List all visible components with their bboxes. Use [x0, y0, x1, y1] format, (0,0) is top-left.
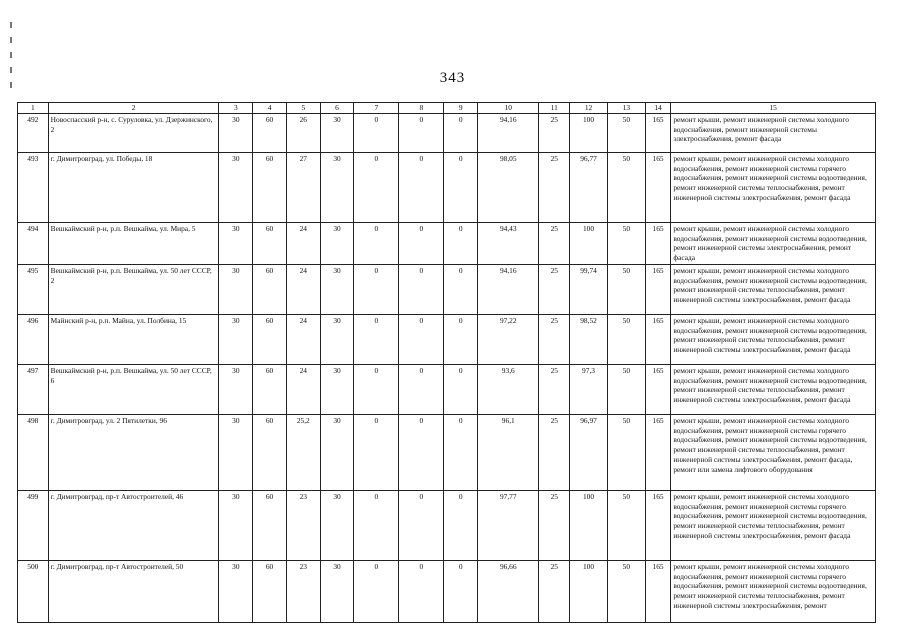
column-number-cell: 1 — [18, 103, 49, 114]
row-number-cell: 498 — [18, 414, 49, 490]
value-cell: 50 — [607, 414, 645, 490]
value-cell: 60 — [253, 560, 287, 622]
register-table — [17, 102, 876, 623]
works-list-cell: ремонт крыши, ремонт инженерной системы холодного водоснабжения, ремонт инженерной системы горячего водоснабжения, ремонт инженерной системы водоотведения, ремонт инженерной системы теплоснабжения, ремонт инженерной системы электроснабжения, ремонт фасада, ремонт или замена лифтового оборудования — [671, 414, 876, 490]
value-cell: 30 — [320, 414, 354, 490]
table-row — [18, 113, 876, 152]
column-number-cell: 12 — [570, 103, 608, 114]
value-cell: 165 — [645, 560, 671, 622]
value-cell: 0 — [399, 222, 444, 264]
value-cell: 24 — [286, 264, 320, 314]
address-cell: г. Димитровград, пр-т Автостроителей, 50 — [48, 560, 219, 622]
value-cell: 30 — [320, 560, 354, 622]
value-cell: 0 — [399, 264, 444, 314]
address-cell: Майнский р-н, р.п. Майна, ул. Полбина, 15 — [48, 314, 219, 364]
value-cell: 30 — [219, 414, 253, 490]
value-cell: 0 — [354, 414, 399, 490]
value-cell: 0 — [354, 490, 399, 560]
address-cell: г. Димитровград, пр-т Автостроителей, 46 — [48, 490, 219, 560]
value-cell: 25 — [539, 152, 570, 222]
value-cell: 94,43 — [478, 222, 539, 264]
value-cell: 30 — [219, 264, 253, 314]
value-cell: 30 — [219, 113, 253, 152]
table-row — [18, 490, 876, 560]
value-cell: 50 — [607, 490, 645, 560]
value-cell: 94,16 — [478, 264, 539, 314]
value-cell: 50 — [607, 364, 645, 414]
value-cell: 0 — [354, 364, 399, 414]
value-cell: 60 — [253, 490, 287, 560]
value-cell: 165 — [645, 414, 671, 490]
value-cell: 0 — [444, 314, 478, 364]
value-cell: 96,1 — [478, 414, 539, 490]
value-cell: 165 — [645, 152, 671, 222]
column-number-row — [18, 103, 876, 114]
value-cell: 30 — [219, 364, 253, 414]
table-body — [18, 103, 876, 623]
value-cell: 25 — [539, 560, 570, 622]
value-cell: 0 — [399, 113, 444, 152]
address-cell: Новоспасский р-н, с. Суруловка, ул. Дзержинского, 2 — [48, 113, 219, 152]
value-cell: 25 — [539, 414, 570, 490]
value-cell: 60 — [253, 152, 287, 222]
value-cell: 30 — [320, 490, 354, 560]
value-cell: 0 — [444, 264, 478, 314]
value-cell: 25 — [539, 314, 570, 364]
value-cell: 0 — [444, 222, 478, 264]
column-number-cell: 4 — [253, 103, 287, 114]
value-cell: 60 — [253, 314, 287, 364]
value-cell: 25 — [539, 364, 570, 414]
value-cell: 165 — [645, 222, 671, 264]
works-list-cell: ремонт крыши, ремонт инженерной системы холодного водоснабжения, ремонт инженерной системы водоотведения, ремонт инженерной системы электроснабжения, ремонт фасада — [671, 222, 876, 264]
value-cell: 165 — [645, 490, 671, 560]
column-number-cell: 3 — [219, 103, 253, 114]
row-number-cell: 499 — [18, 490, 49, 560]
value-cell: 96,97 — [570, 414, 608, 490]
table-row — [18, 560, 876, 622]
value-cell: 0 — [444, 560, 478, 622]
value-cell: 97,22 — [478, 314, 539, 364]
value-cell: 0 — [444, 364, 478, 414]
address-cell: Вешкаймский р-н, р.п. Вешкайма, ул. Мира, 5 — [48, 222, 219, 264]
value-cell: 30 — [320, 113, 354, 152]
value-cell: 50 — [607, 113, 645, 152]
value-cell: 98,05 — [478, 152, 539, 222]
value-cell: 60 — [253, 264, 287, 314]
value-cell: 0 — [399, 560, 444, 622]
value-cell: 25 — [539, 113, 570, 152]
value-cell: 50 — [607, 264, 645, 314]
value-cell: 24 — [286, 222, 320, 264]
value-cell: 30 — [219, 490, 253, 560]
value-cell: 96,66 — [478, 560, 539, 622]
value-cell: 100 — [570, 113, 608, 152]
works-list-cell: ремонт крыши, ремонт инженерной системы холодного водоснабжения, ремонт инженерной системы водоотведения, ремонт инженерной системы теплоснабжения, ремонт инженерной системы электроснабжения, ремонт фасада — [671, 264, 876, 314]
column-number-cell: 8 — [399, 103, 444, 114]
value-cell: 30 — [219, 314, 253, 364]
value-cell: 27 — [286, 152, 320, 222]
value-cell: 165 — [645, 264, 671, 314]
value-cell: 100 — [570, 490, 608, 560]
column-number-cell: 7 — [354, 103, 399, 114]
value-cell: 25,2 — [286, 414, 320, 490]
table-row — [18, 414, 876, 490]
value-cell: 23 — [286, 490, 320, 560]
value-cell: 165 — [645, 314, 671, 364]
page-number: 343 — [439, 70, 466, 86]
value-cell: 96,77 — [570, 152, 608, 222]
value-cell: 100 — [570, 560, 608, 622]
column-number-cell: 10 — [478, 103, 539, 114]
value-cell: 0 — [354, 560, 399, 622]
value-cell: 30 — [320, 314, 354, 364]
value-cell: 60 — [253, 113, 287, 152]
works-list-cell: ремонт крыши, ремонт инженерной системы холодного водоснабжения, ремонт инженерной системы горячего водоснабжения, ремонт инженерной системы водоотведения, ремонт инженерной системы теплоснабжения, ремонт инженерной системы электроснабжения, ремонт фасада — [671, 490, 876, 560]
column-number-cell: 2 — [48, 103, 219, 114]
row-number-cell: 500 — [18, 560, 49, 622]
table-row — [18, 152, 876, 222]
value-cell: 93,6 — [478, 364, 539, 414]
value-cell: 0 — [354, 113, 399, 152]
value-cell: 165 — [645, 364, 671, 414]
table-row — [18, 222, 876, 264]
works-list-cell: ремонт крыши, ремонт инженерной системы холодного водоснабжения, ремонт инженерной системы водоотведения, ремонт инженерной системы теплоснабжения, ремонт инженерной системы электроснабжения, ремонт фасада — [671, 314, 876, 364]
row-number-cell: 492 — [18, 113, 49, 152]
table-row — [18, 364, 876, 414]
value-cell: 0 — [354, 264, 399, 314]
value-cell: 24 — [286, 314, 320, 364]
value-cell: 30 — [320, 152, 354, 222]
works-list-cell: ремонт крыши, ремонт инженерной системы холодного водоснабжения, ремонт инженерной системы горячего водоснабжения, ремонт инженерной системы водоотведения, ремонт инженерной системы теплоснабжения, ремонт инженерной системы электроснабжения, ремонт фасада — [671, 152, 876, 222]
works-list-cell: ремонт крыши, ремонт инженерной системы холодного водоснабжения, ремонт инженерной системы горячего водоснабжения, ремонт инженерной системы водоотведения, ремонт инженерной системы теплоснабжения, ремонт инженерной системы электроснабжения, ремонт — [671, 560, 876, 622]
value-cell: 30 — [219, 152, 253, 222]
value-cell: 30 — [219, 222, 253, 264]
column-number-cell: 9 — [444, 103, 478, 114]
value-cell: 0 — [399, 490, 444, 560]
column-number-cell: 5 — [286, 103, 320, 114]
value-cell: 100 — [570, 222, 608, 264]
column-number-cell: 14 — [645, 103, 671, 114]
value-cell: 99,74 — [570, 264, 608, 314]
row-number-cell: 493 — [18, 152, 49, 222]
address-cell: г. Димитровград, ул. Победы, 18 — [48, 152, 219, 222]
row-number-cell: 496 — [18, 314, 49, 364]
value-cell: 30 — [320, 364, 354, 414]
column-number-cell: 15 — [671, 103, 876, 114]
value-cell: 0 — [354, 222, 399, 264]
value-cell: 0 — [399, 152, 444, 222]
value-cell: 50 — [607, 222, 645, 264]
value-cell: 0 — [399, 364, 444, 414]
address-cell: Вешкаймский р-н, р.п. Вешкайма, ул. 50 лет СССР, 2 — [48, 264, 219, 314]
value-cell: 0 — [399, 314, 444, 364]
value-cell: 0 — [444, 152, 478, 222]
address-cell: г. Димитровград, ул. 2 Пятилетки, 96 — [48, 414, 219, 490]
value-cell: 0 — [444, 490, 478, 560]
value-cell: 97,3 — [570, 364, 608, 414]
value-cell: 23 — [286, 560, 320, 622]
value-cell: 0 — [444, 414, 478, 490]
row-number-cell: 495 — [18, 264, 49, 314]
value-cell: 94,16 — [478, 113, 539, 152]
value-cell: 26 — [286, 113, 320, 152]
value-cell: 165 — [645, 113, 671, 152]
value-cell: 50 — [607, 314, 645, 364]
value-cell: 97,77 — [478, 490, 539, 560]
value-cell: 25 — [539, 490, 570, 560]
value-cell: 50 — [607, 152, 645, 222]
table-row — [18, 264, 876, 314]
value-cell: 30 — [320, 264, 354, 314]
column-number-cell: 13 — [607, 103, 645, 114]
column-number-cell: 11 — [539, 103, 570, 114]
value-cell: 0 — [444, 113, 478, 152]
value-cell: 60 — [253, 222, 287, 264]
value-cell: 30 — [219, 560, 253, 622]
value-cell: 0 — [354, 314, 399, 364]
works-list-cell: ремонт крыши, ремонт инженерной системы холодного водоснабжения, ремонт инженерной системы водоотведения, ремонт инженерной системы теплоснабжения, ремонт инженерной системы электроснабжения, ремонт фасада — [671, 364, 876, 414]
column-number-cell: 6 — [320, 103, 354, 114]
value-cell: 98,52 — [570, 314, 608, 364]
works-list-cell: ремонт крыши, ремонт инженерной системы холодного водоснабжения, ремонт инженерной системы электроснабжения, ремонт фасада — [671, 113, 876, 152]
value-cell: 50 — [607, 560, 645, 622]
value-cell: 25 — [539, 222, 570, 264]
value-cell: 24 — [286, 364, 320, 414]
value-cell: 0 — [399, 414, 444, 490]
table-row — [18, 314, 876, 364]
value-cell: 60 — [253, 364, 287, 414]
value-cell: 60 — [253, 414, 287, 490]
address-cell: Вешкаймский р-н, р.п. Вешкайма, ул. 50 лет СССР, 6 — [48, 364, 219, 414]
value-cell: 30 — [320, 222, 354, 264]
value-cell: 0 — [354, 152, 399, 222]
row-number-cell: 497 — [18, 364, 49, 414]
value-cell: 25 — [539, 264, 570, 314]
row-number-cell: 494 — [18, 222, 49, 264]
